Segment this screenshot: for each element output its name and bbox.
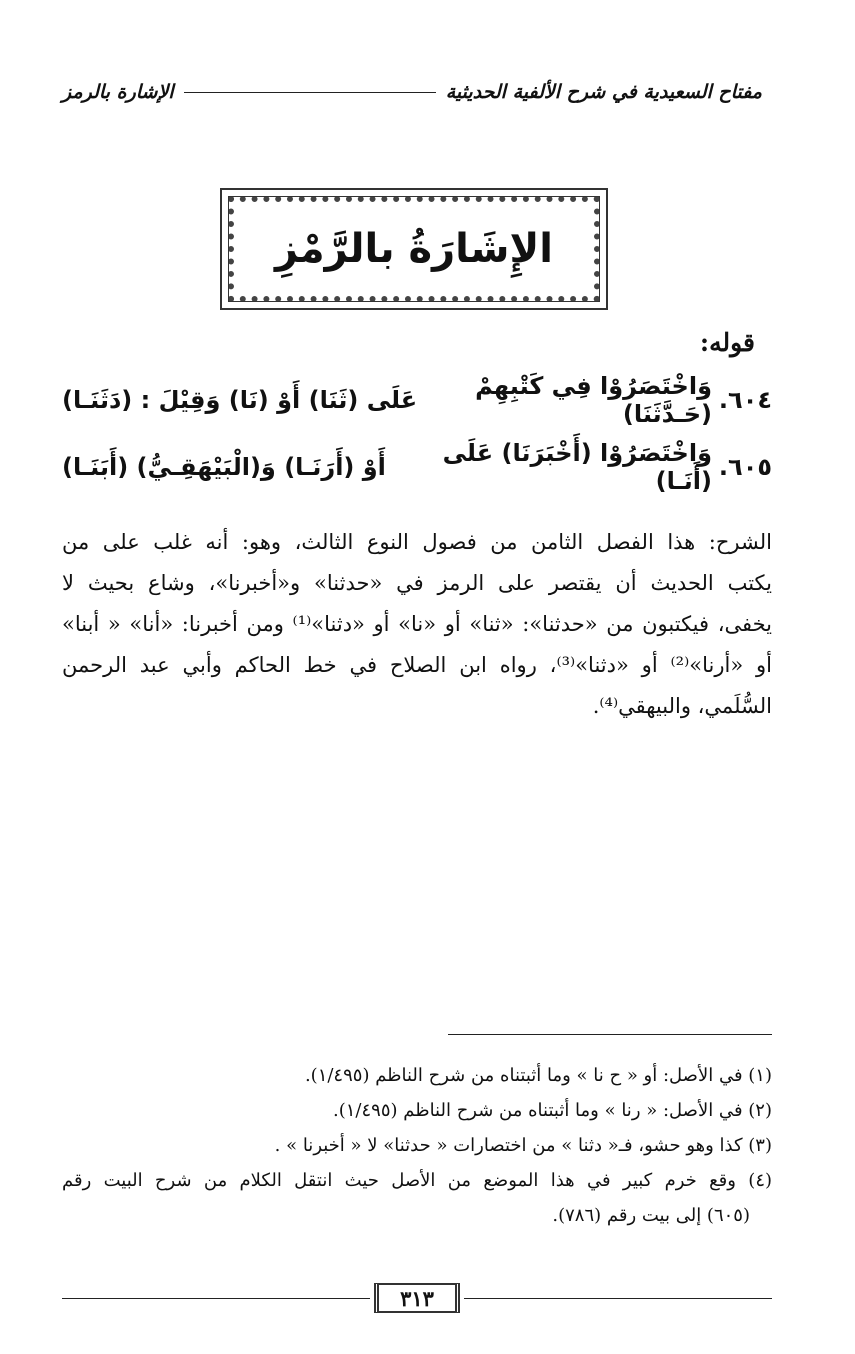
footnote: (٤) وقع خرم كبير في هذا الموضع من الأصل حيث انتقل الكلام من شرح البيت رقم xyxy=(62,1170,773,1191)
commentary-line: يخفى، فيكتبون من «حدثنا»: «ثنا» أو «نا» أو «دثنا»⁽¹⁾ ومن أخبرنا: «أنا» « أبنا» xyxy=(62,612,772,636)
verse-second-hemistich: عَلَى (ثَنَا) أَوْ (نَا) وَقِيْلَ : (دَثَنَـا) xyxy=(62,386,418,414)
book-title: مفتاح السعيدية في شرح الألفية الحديثية xyxy=(445,81,762,103)
footnote: (٢) في الأصل: « رنا » وما أثبتناه من شرح الناظم (١/٤٩٥). xyxy=(333,1100,772,1121)
footer-rule-right xyxy=(62,1298,370,1299)
commentary-line: أو «أرنا»⁽²⁾ أو «دثنا»⁽³⁾، رواه ابن الصلاح في خط الحاكم وأبي عبد الرحمن xyxy=(62,653,772,677)
verse-number: ٦٠٤. xyxy=(718,386,772,414)
verse-first-hemistich: وَاخْتَصَرُوْا (أَخْبَرَنَا) عَلَى (أَنَـا) xyxy=(442,439,712,495)
verse-number: ٦٠٥. xyxy=(718,453,772,481)
verse-second-hemistich: أَوْ (أَرَنَـا) وَ(الْبَيْهَقِـيُّ) (أَبَنَـا) xyxy=(62,453,386,481)
footnote: (٣) كذا وهو حشو، فـ« دثنا » من اختصارات « حدثنا» لا « أخبرنا » . xyxy=(274,1135,772,1156)
page-number: ٣١٣ xyxy=(374,1283,460,1313)
header-rule xyxy=(184,92,436,93)
verse-first-hemistich: وَاخْتَصَرُوْا فِي كَتْبِهِمْ (حَـدَّثَنَا) xyxy=(475,372,712,428)
commentary-line: السُّلَمي، والبيهقي⁽⁴⁾. xyxy=(592,694,772,718)
footnote-separator xyxy=(448,1034,772,1035)
section-title-inner-border xyxy=(228,196,600,302)
footnote-continuation: (٦٠٥) إلى بيت رقم (٧٨٦). xyxy=(552,1205,750,1226)
commentary-paragraph xyxy=(62,522,772,727)
chapter-title: الإشارة بالرمز xyxy=(62,81,174,103)
commentary-line: الشرح: هذا الفصل الثامن من فصول النوع الثالث، وهو: أنه غلب على من xyxy=(62,530,772,554)
footer-rule-left xyxy=(464,1298,772,1299)
footnote: (١) في الأصل: أو « ح نا » وما أثبتناه من شرح الناظم (١/٤٩٥). xyxy=(304,1065,772,1086)
verse-line xyxy=(62,372,772,428)
section-title: الإِشَارَةُ بالرَّمْزِ xyxy=(275,226,554,272)
commentary-line: يكتب الحديث أن يقتصر على الرمز في «حدثنا» و«أخبرنا»، وشاع بحيث لا xyxy=(62,571,772,595)
footnotes xyxy=(62,1058,772,1233)
running-header xyxy=(62,76,762,108)
section-title-frame xyxy=(220,188,608,310)
qawluhu-label: قوله: xyxy=(699,328,755,357)
verse-line xyxy=(62,439,772,495)
page-footer xyxy=(62,1278,772,1318)
